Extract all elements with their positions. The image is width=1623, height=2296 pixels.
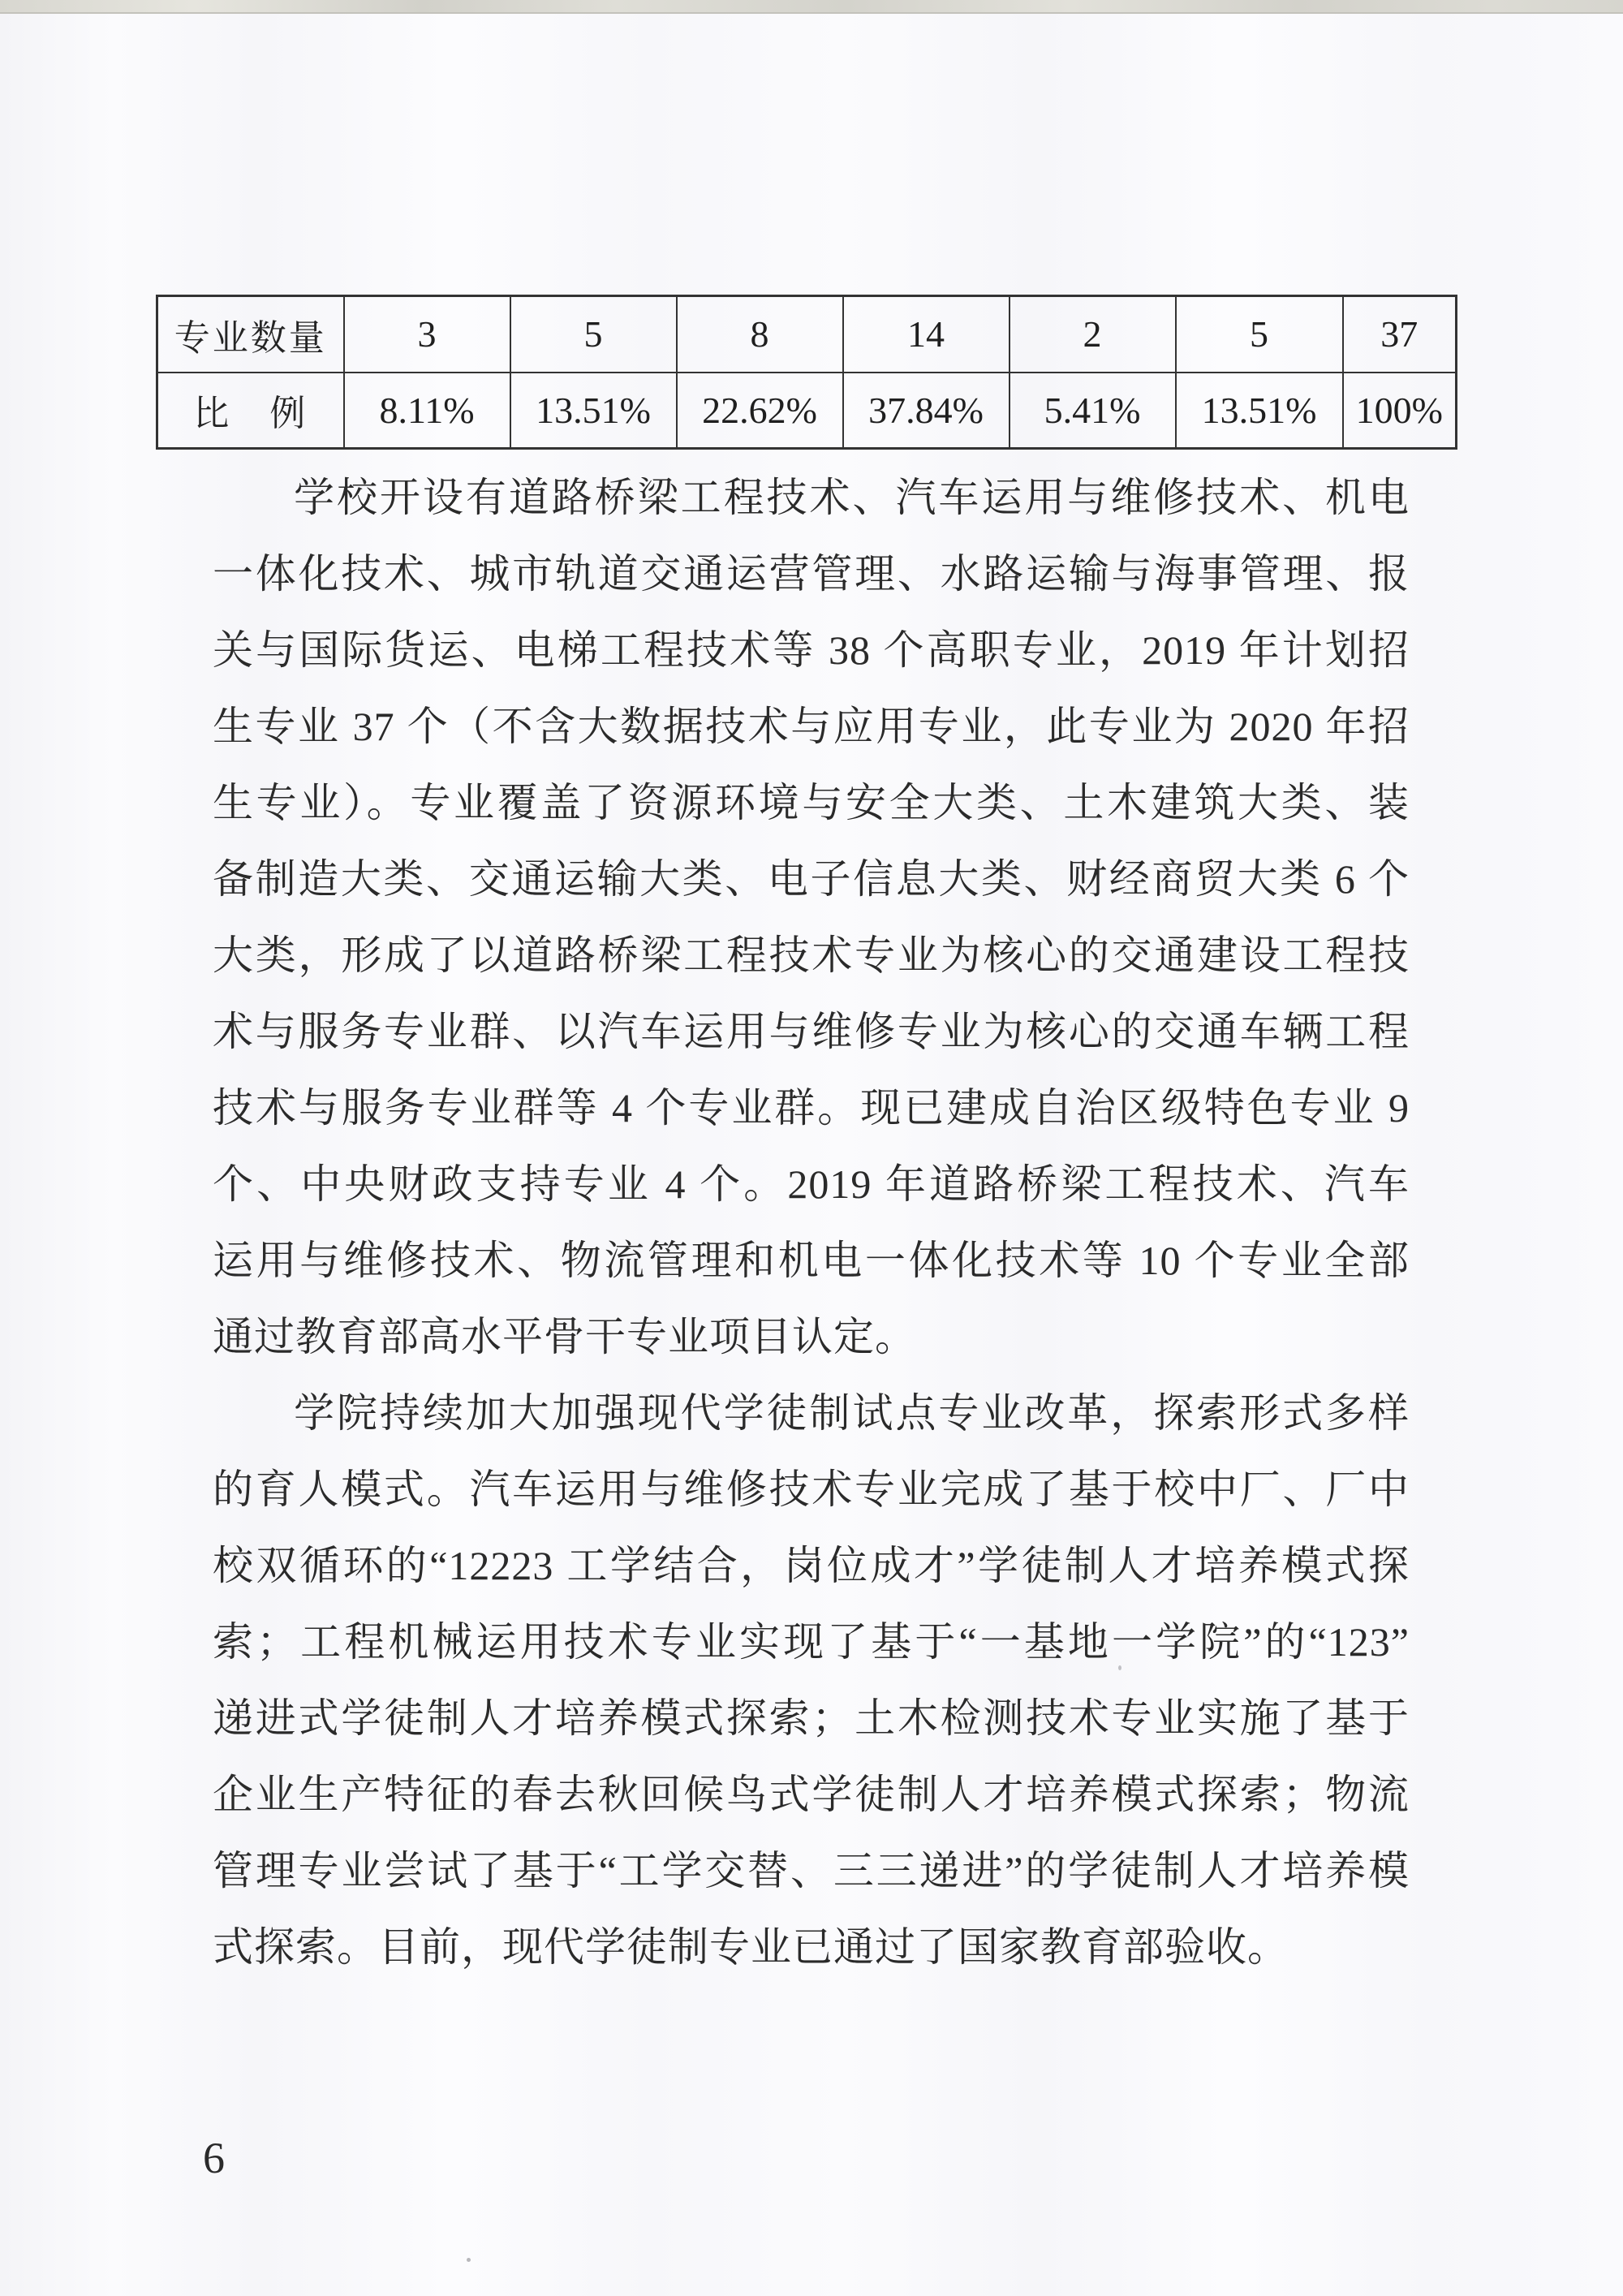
paragraph1-line: 大类，形成了以道路桥梁工程技术专业为核心的交通建设工程技: [213, 933, 1410, 978]
paragraph1-line: 备制造大类、交通运输大类、电子信息大类、财经商贸大类 6 个: [213, 856, 1410, 902]
row-header-major-count: 专业数量: [157, 296, 344, 373]
scan-speckle: [467, 2258, 471, 2262]
scanner-edge-artifact: [0, 0, 1623, 14]
paragraph1-line: 关与国际货运、电梯工程技术等 38 个高职专业，2019 年计划招: [213, 627, 1410, 673]
paragraph1-line: 通过教育部高水平骨干专业项目认定。: [213, 1314, 916, 1359]
table-cell: 8: [677, 296, 843, 373]
table-row-ratio: [157, 373, 1457, 449]
paragraph2-line: 递进式学徒制人才培养模式探索；土木检测技术专业实施了基于: [213, 1695, 1410, 1741]
table-cell: 37: [1343, 296, 1457, 373]
table-cell: 5: [510, 296, 677, 373]
row-header-ratio: 比 例: [157, 373, 344, 449]
table-cell: 13.51%: [1176, 373, 1343, 449]
body-text: [213, 459, 1410, 1985]
table-cell: 5.41%: [1010, 373, 1176, 449]
paragraph2-line: 式探索。目前，现代学徒制专业已通过了国家教育部验收。: [213, 1924, 1289, 1970]
paragraph1-line: 运用与维修技术、物流管理和机电一体化技术等 10 个专业全部: [213, 1238, 1410, 1283]
table-cell: 37.84%: [843, 373, 1010, 449]
paragraph1-line: 生专业 37 个（不含大数据技术与应用专业，此专业为 2020 年招: [213, 704, 1410, 749]
paragraph2-line: 企业生产特征的春去秋回候鸟式学徒制人才培养模式探索；物流: [213, 1772, 1410, 1817]
majors-count-ratio-table: [156, 295, 1457, 450]
table-cell: 14: [843, 296, 1010, 373]
paragraph1-line: 一体化技术、城市轨道交通运营管理、水路运输与海事管理、报: [213, 551, 1410, 597]
table-cell: 2: [1010, 296, 1176, 373]
table-cell: 3: [344, 296, 510, 373]
paragraph2-line: 的育人模式。汽车运用与维修技术专业完成了基于校中厂、厂中: [213, 1467, 1410, 1512]
paragraph2-line: 学院持续加大加强现代学徒制试点专业改革，探索形式多样: [294, 1390, 1410, 1436]
paragraph1-line: 术与服务专业群、以汽车运用与维修专业为核心的交通车辆工程: [213, 1009, 1410, 1054]
paragraph1-line: 生专业）。专业覆盖了资源环境与安全大类、土木建筑大类、装: [213, 780, 1410, 825]
table-cell: 8.11%: [344, 373, 510, 449]
page-number: 6: [203, 2134, 225, 2182]
paragraph2-line: 管理专业尝试了基于“工学交替、三三递进”的学徒制人才培养模: [213, 1848, 1410, 1893]
paragraph2-line: 索；工程机械运用技术专业实现了基于“一基地一学院”的“123”: [213, 1619, 1410, 1665]
scan-speckle: [1118, 1665, 1121, 1670]
table-cell: 13.51%: [510, 373, 677, 449]
paragraph2-line: 校双循环的“12223 工学结合，岗位成才”学徒制人才培养模式探: [213, 1543, 1410, 1588]
paragraph1-line: 学校开设有道路桥梁工程技术、汽车运用与维修技术、机电: [294, 475, 1410, 520]
table-cell: 5: [1176, 296, 1343, 373]
table-cell: 22.62%: [677, 373, 843, 449]
table-row-major-count: [157, 296, 1457, 373]
table-cell: 100%: [1343, 373, 1457, 449]
paragraph1-line: 技术与服务专业群等 4 个专业群。现已建成自治区级特色专业 9: [213, 1085, 1410, 1131]
paragraph1-line: 个、中央财政支持专业 4 个。2019 年道路桥梁工程技术、汽车: [213, 1161, 1410, 1207]
